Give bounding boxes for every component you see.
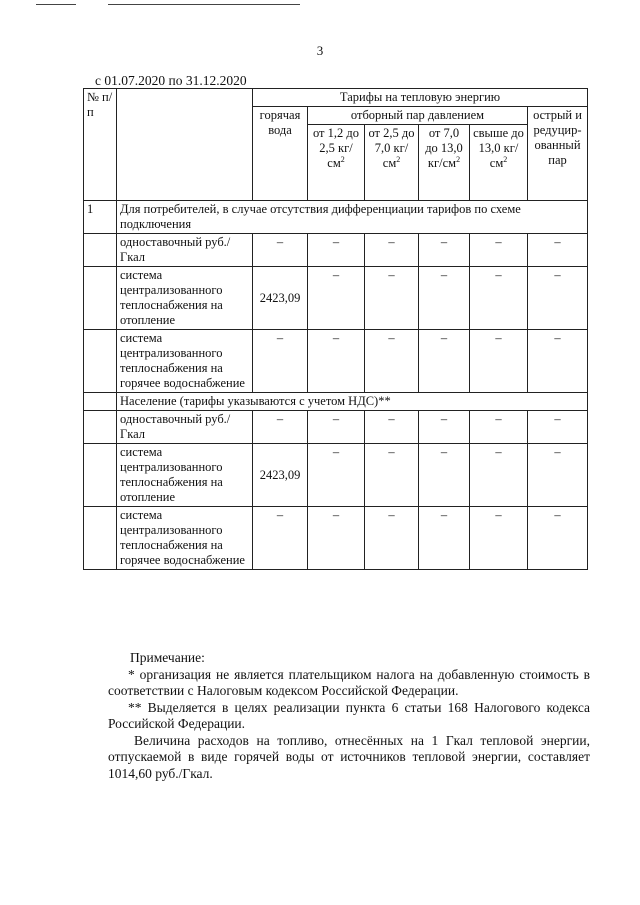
page-number: 3	[316, 43, 324, 58]
cell-p4: –	[470, 411, 528, 444]
cell-p3: –	[419, 444, 470, 507]
cell-p4: –	[470, 444, 528, 507]
row-label: система централизованного теплоснабжения на отопление	[117, 267, 253, 330]
cell-p1: –	[308, 444, 365, 507]
section2-row	[84, 393, 588, 411]
tariff-table	[83, 88, 588, 570]
row-label: одноставочный руб./Гкал	[117, 234, 253, 267]
cell-p4: –	[470, 330, 528, 393]
cell-p1: –	[308, 411, 365, 444]
period-label: с 01.07.2020 по 31.12.2020	[95, 73, 247, 88]
header-row-1	[84, 89, 588, 107]
cell-p2: –	[365, 330, 419, 393]
table-row	[84, 411, 588, 444]
header-hot-water: горячая вода	[253, 107, 308, 201]
cell-p1: –	[308, 507, 365, 570]
table-row	[84, 234, 588, 267]
header-p1: от 1,2 до 2,5 $кг/см^2$	[308, 125, 365, 201]
note-3: Величина расходов на топливо, отнесённых на 1 Гкал тепловой энергии, отпускаемой в виде горячей воды от источников тепловой энергии, составляет 1014,60 руб./Гкал.	[108, 732, 590, 781]
header-tariffs: Тарифы на тепловую энергию	[253, 89, 588, 107]
cell-sharp: –	[528, 330, 588, 393]
note-1: * организация не является плательщиком налога на добавленную стоимость в соответствии с Налоговым кодексом Российской Федерации.	[108, 666, 590, 698]
cell-p2: –	[365, 234, 419, 267]
header-empty	[117, 89, 253, 201]
notes-heading: Примечание:	[130, 650, 205, 665]
cell-p1: –	[308, 267, 365, 330]
header-steam-group: отборный пар давлением	[308, 107, 528, 125]
header-sharp-steam: острый и редуцир-ованный пар	[528, 107, 588, 201]
cell-p3: –	[419, 507, 470, 570]
section2-title: Население (тарифы указываются с учетом НДС)**	[117, 393, 588, 411]
cell-p4: –	[470, 267, 528, 330]
cell-hot-water: –	[253, 411, 308, 444]
cell-p4: –	[470, 234, 528, 267]
cell-hot-water: 2423,09	[253, 267, 308, 330]
table-row	[84, 444, 588, 507]
section1-title: Для потребителей, в случае отсутствия дифференциации тарифов по схеме подключения	[117, 201, 588, 234]
cell-p2: –	[365, 411, 419, 444]
cell-sharp: –	[528, 234, 588, 267]
header-p4: свыше до 13,0 $кг/см^2$	[470, 125, 528, 201]
section1-row	[84, 201, 588, 234]
scan-line-left	[36, 4, 76, 5]
cell-p4: –	[470, 507, 528, 570]
header-num: № п/п	[84, 89, 117, 201]
cell-p3: –	[419, 267, 470, 330]
cell-p3: –	[419, 234, 470, 267]
table-row	[84, 267, 588, 330]
cell-hot-water: –	[253, 507, 308, 570]
row-label: система централизованного теплоснабжения на горячее водоснабжение	[117, 330, 253, 393]
notes-block	[108, 650, 590, 782]
cell-p2: –	[365, 507, 419, 570]
cell-sharp: –	[528, 444, 588, 507]
header-p3: от 7,0 до 13,0 $кг/см^2$	[419, 125, 470, 201]
row-label: одноставочный руб./Гкал	[117, 411, 253, 444]
table-row	[84, 330, 588, 393]
cell-p2: –	[365, 444, 419, 507]
cell-p2: –	[365, 267, 419, 330]
scan-line-right	[108, 4, 300, 5]
row-label: система централизованного теплоснабжения на отопление	[117, 444, 253, 507]
table-row	[84, 507, 588, 570]
cell-hot-water: 2423,09	[253, 444, 308, 507]
note-2: ** Выделяется в целях реализации пункта 6 статьи 168 Налогового кодекса Российской Федерации.	[108, 699, 590, 731]
cell-hot-water: –	[253, 234, 308, 267]
section1-num: 1	[84, 201, 117, 234]
cell-sharp: –	[528, 507, 588, 570]
cell-sharp: –	[528, 267, 588, 330]
header-p2: от 2,5 до 7,0 $кг/см^2$	[365, 125, 419, 201]
cell-p3: –	[419, 411, 470, 444]
cell-p1: –	[308, 234, 365, 267]
cell-hot-water: –	[253, 330, 308, 393]
cell-p3: –	[419, 330, 470, 393]
row-label: система централизованного теплоснабжения на горячее водоснабжение	[117, 507, 253, 570]
cell-sharp: –	[528, 411, 588, 444]
cell-p1: –	[308, 330, 365, 393]
